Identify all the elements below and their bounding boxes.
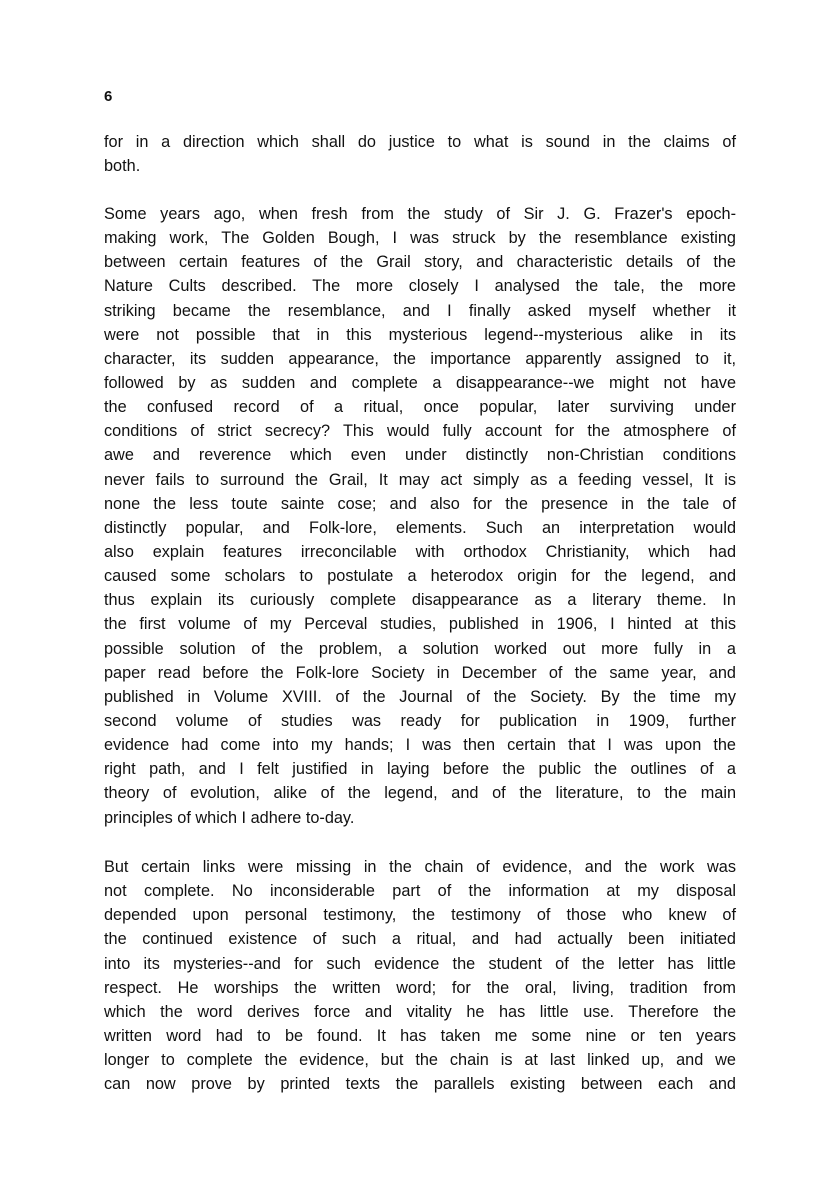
text-line: distinctly popular, and Folk-lore, elements. Such an interpretation would — [104, 518, 736, 537]
text-line: second volume of studies was ready for publication in 1909, further — [104, 711, 736, 730]
text-line: depended upon personal testimony, the testimony of those who knew of — [104, 906, 736, 925]
text-line: can now prove by printed texts the parallels existing between each and — [104, 1075, 736, 1094]
text-line: Nature Cults described. The more closely I analysed the tale, the more — [104, 277, 736, 296]
text-line: paper read before the Folk-lore Society in December of the same year, and — [104, 663, 736, 682]
text-line: theory of evolution, alike of the legend, and of the literature, to the main — [104, 784, 736, 803]
paragraph — [104, 202, 736, 830]
text-line: principles of which I adhere to-day. — [104, 808, 355, 827]
text-line: making work, The Golden Bough, I was struck by the resemblance existing — [104, 229, 736, 248]
text-line: both. — [104, 157, 141, 176]
text-line: respect. He worships the written word; for the oral, living, tradition from — [104, 978, 736, 997]
text-line: the confused record of a ritual, once popular, later surviving under — [104, 398, 736, 417]
text-line: evidence had come into my hands; I was then certain that I was upon the — [104, 736, 736, 755]
text-line: for in a direction which shall do justice to what is sound in the claims of — [104, 133, 736, 151]
text-line: possible solution of the problem, a solution worked out more fully in a — [104, 639, 736, 658]
page-number: 6 — [104, 88, 113, 105]
text-line: into its mysteries--and for such evidence the student of the letter has little — [104, 954, 736, 973]
text-line: the continued existence of such a ritual, and had actually been initiated — [104, 930, 736, 949]
text-line: the first volume of my Perceval studies, published in 1906, I hinted at this — [104, 615, 736, 634]
paragraph — [104, 130, 736, 178]
text-line: conditions of strict secrecy? This would fully account for the atmosphere of — [104, 422, 736, 441]
text-line: not complete. No inconsiderable part of the information at my disposal — [104, 882, 736, 901]
text-line: never fails to surround the Grail, It may act simply as a feeding vessel, It is — [104, 470, 736, 489]
text-line: striking became the resemblance, and I finally asked myself whether it — [104, 301, 736, 320]
text-line: which the word derives force and vitality he has little use. Therefore the — [104, 1002, 736, 1021]
text-line: But certain links were missing in the chain of evidence, and the work was — [104, 858, 736, 876]
text-line: thus explain its curiously complete disappearance as a literary theme. In — [104, 591, 736, 610]
text-line: between certain features of the Grail story, and characteristic details of the — [104, 253, 736, 272]
text-line: right path, and I felt justified in laying before the public the outlines of a — [104, 760, 736, 779]
text-line: were not possible that in this mysterious legend--mysterious alike in its — [104, 325, 736, 344]
text-line: caused some scholars to postulate a heterodox origin for the legend, and — [104, 567, 736, 586]
text-line: awe and reverence which even under distinctly non-Christian conditions — [104, 446, 736, 465]
text-line: Some years ago, when fresh from the study of Sir J. G. Frazer's epoch- — [104, 205, 736, 223]
text-line: also explain features irreconcilable with orthodox Christianity, which had — [104, 542, 736, 561]
text-line: written word had to be found. It has taken me some nine or ten years — [104, 1026, 736, 1045]
text-line: longer to complete the evidence, but the chain is at last linked up, and we — [104, 1051, 736, 1070]
text-line: none the less toute sainte cose; and also for the presence in the tale of — [104, 494, 736, 513]
text-line: published in Volume XVIII. of the Journal of the Society. By the time my — [104, 687, 736, 706]
text-line: followed by as sudden and complete a disappearance--we might not have — [104, 373, 736, 392]
paragraph — [104, 855, 736, 1096]
text-line: character, its sudden appearance, the importance apparently assigned to it, — [104, 349, 736, 368]
